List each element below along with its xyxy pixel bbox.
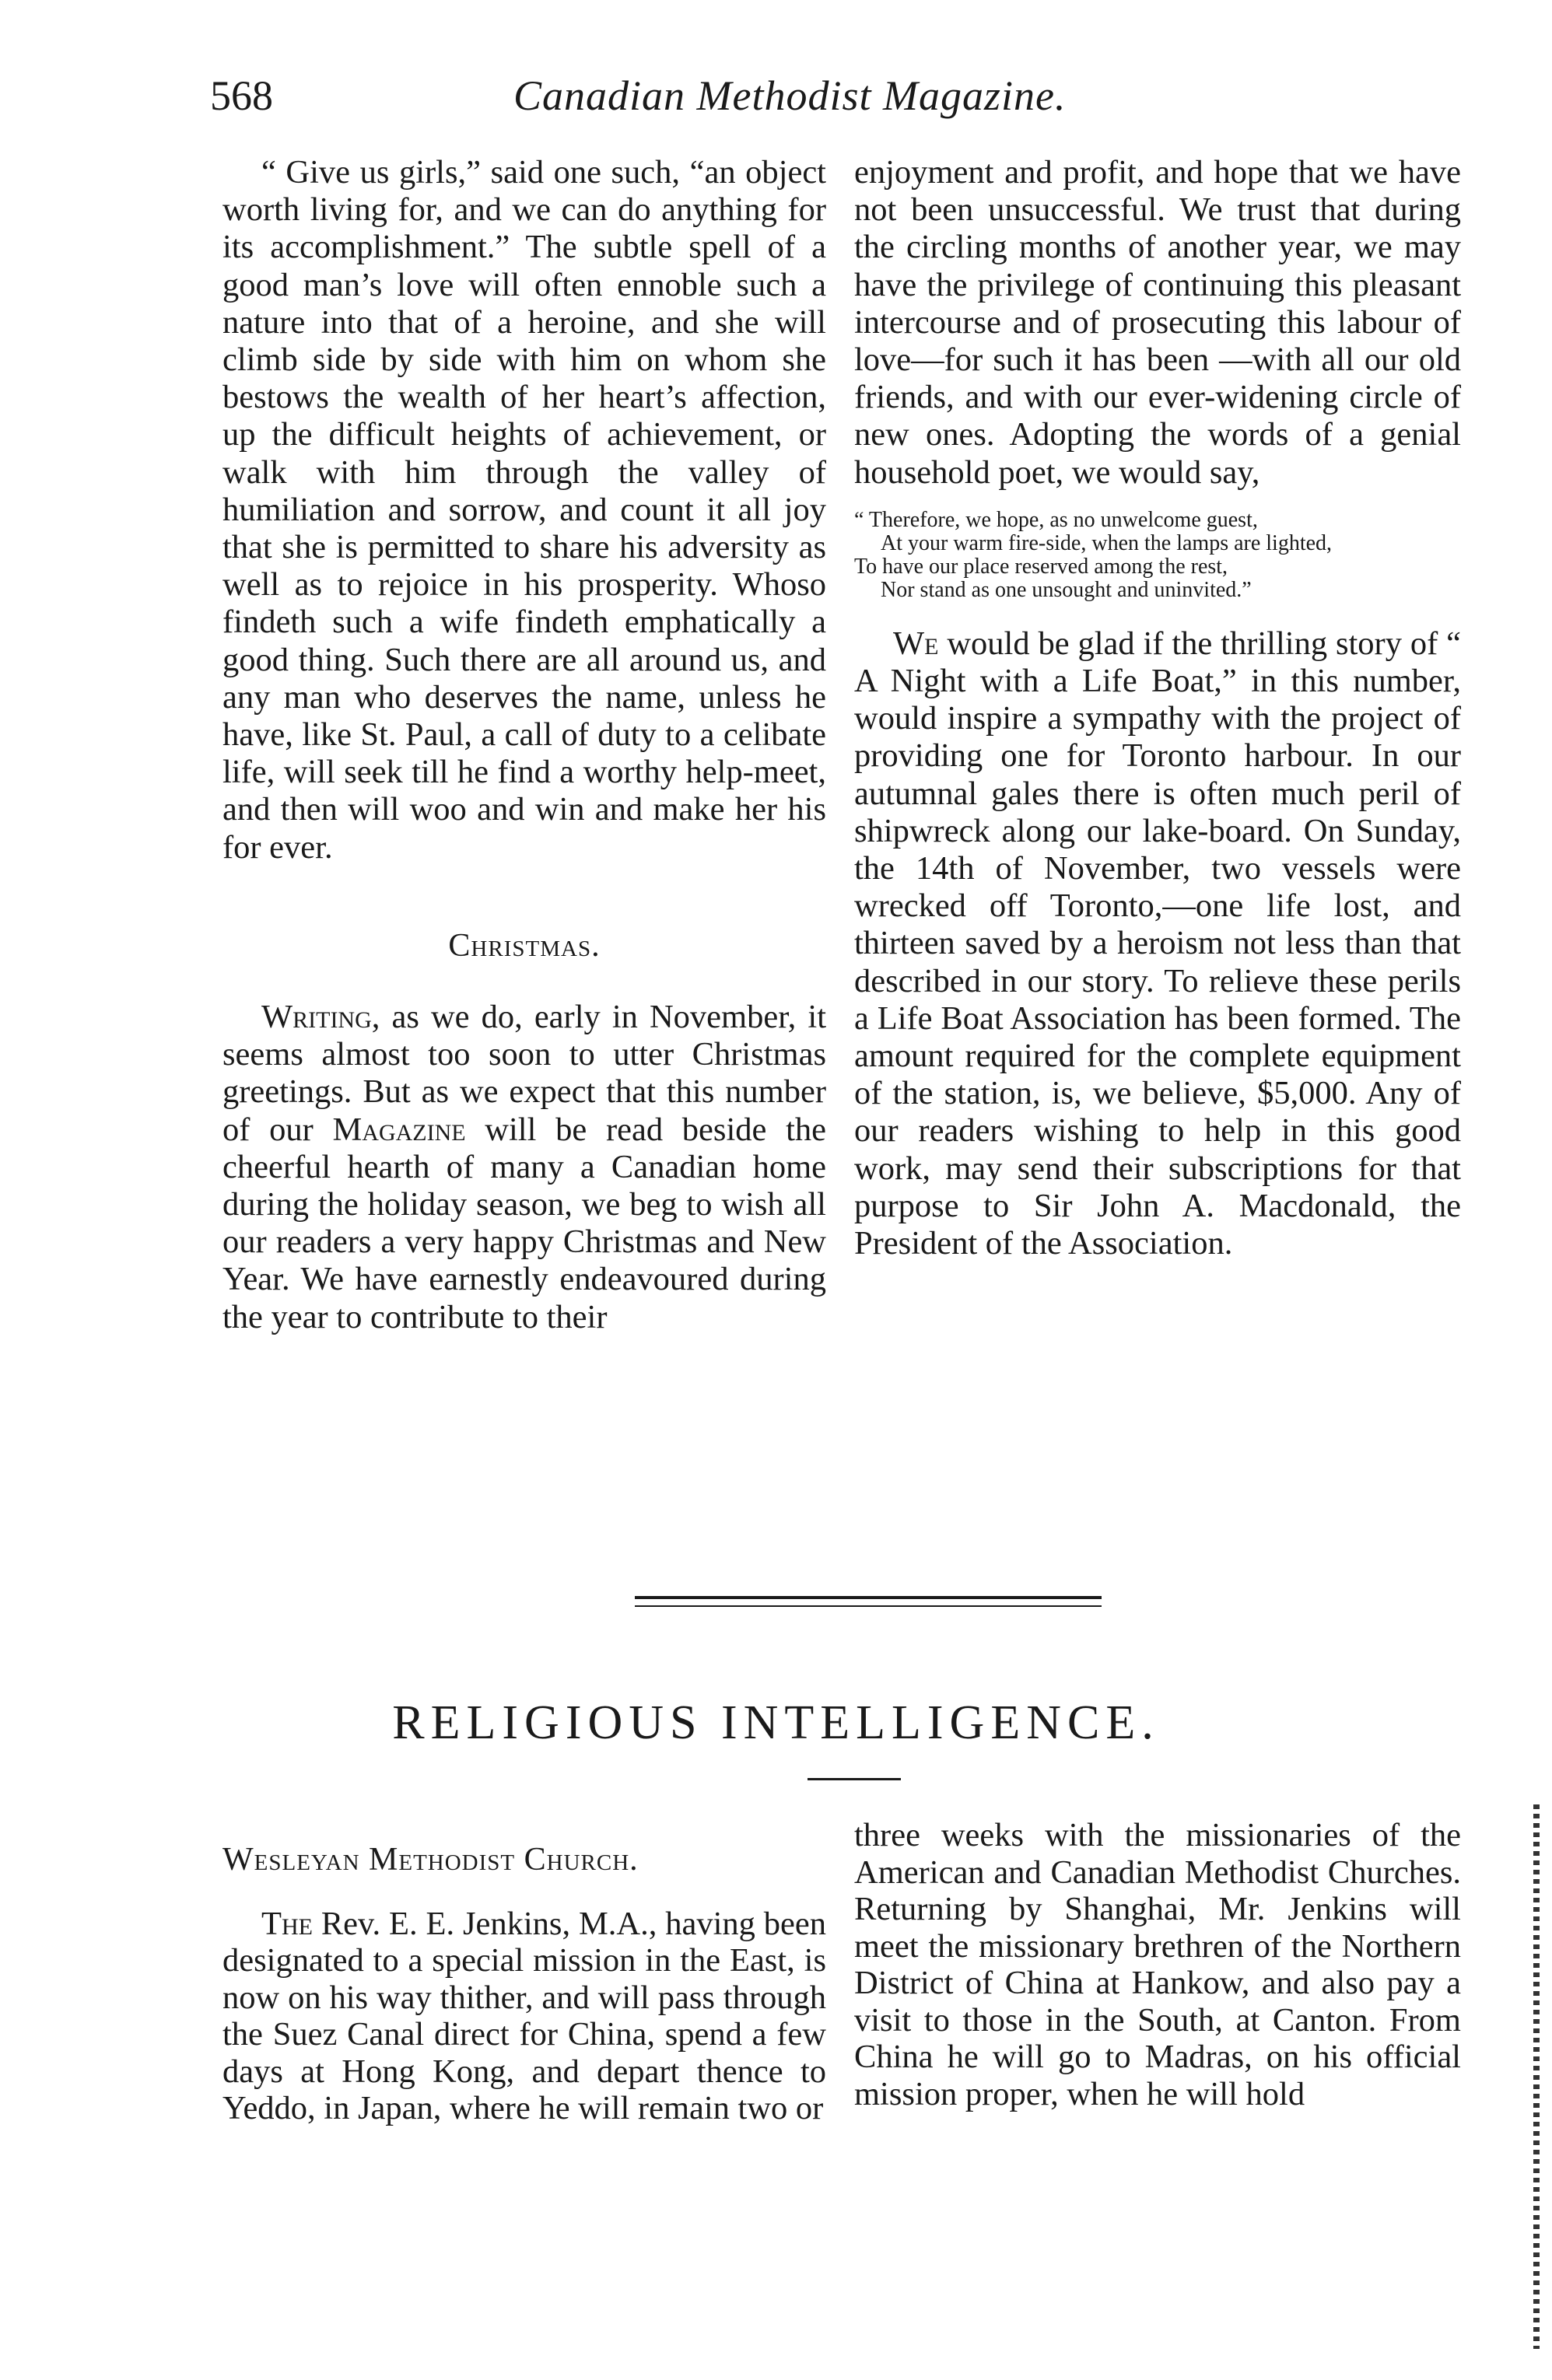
christmas-paragraph <box>222 999 826 1336</box>
missionaries-paragraph: three weeks with the missionaries of the American and Canadian Methodist Churches. Returning by Shanghai, Mr. Jenkins will meet the missionary brethren of the Northern District of China at Hankow, and also pay a visit to those in the South, at Canton. From China he will go to Madras, on his official mission proper, when he will hold <box>854 1817 1461 2112</box>
intelligence-right-column <box>854 1817 1461 2112</box>
christmas-heading: Christmas. <box>448 927 601 964</box>
girls-paragraph: “ Give us girls,” said one such, “an object worth living for, and we can do anything for its accomplishment.” The subtle spell of a good man’s love will often ennoble such a nature into that of a heroine, and she will climb side by side with him on whom she bestows the wealth of her heart’s affection, up the difficult heights of achievement, or walk with him through the valley of humiliation and sorrow, and count it all joy that she is permitted to share his adversity as well as to rejoice in his prosperity. Whoso findeth such a wife findeth emphatically a good thing. Such there are all around us, and any man who deserves the name, unless he have, like St. Paul, a call of duty to a celibate life, will seek till he find a worthy help-meet, and then will woo and win and make her his for ever. <box>222 154 826 866</box>
poem-line-1: “ Therefore, we hope, as no unwelcome guest, <box>854 507 1258 532</box>
right-column <box>854 154 1461 1262</box>
jenkins-text: Rev. E. E. Jenkins, M.A., having been designated to a special mission in the East, is now on his way thither, and will pass through the Suez Canal direct for China, spend a few days at Hong Kong, and depart thence to Yeddo, in Japan, where he will remain two or <box>222 1905 826 2126</box>
running-title: Canadian Methodist Magazine. <box>513 72 1067 119</box>
divider-rule-top <box>635 1596 1102 1599</box>
lifeboat-text: would be glad if the thrilling story of “ A Night with a Life Boat,” in this number, would inspire a sympathy with the project of providing one for Toronto harbour. In our autumnal gales there is often much peril of shipwreck along our lake-board. On Sunday, the 14th of November, two vessels were wrecked off Toronto,—one life lost, and thirteen saved by a heroism not less than that described in our story. To relieve these perils a Life Boat Association has been formed. The amount required for the complete equipment of the station, is, we believe, $5,000. Any of our readers wishing to help in this good work, may send their subscriptions for that purpose to Sir John A. Macdonald, the President of the Association. <box>854 625 1461 1262</box>
jenkins-paragraph <box>222 1906 826 2127</box>
left-column <box>222 154 826 1336</box>
christmas-lead-word: Writing, <box>261 999 380 1036</box>
poem-quote <box>854 509 1461 602</box>
poem-line-4: Nor stand as one unsought and uninvited.” <box>881 577 1252 602</box>
lifeboat-paragraph <box>854 625 1461 1262</box>
page-number: 568 <box>210 72 273 119</box>
lifeboat-lead-word: We <box>893 625 939 662</box>
poem-line-2: At your warm fire-side, when the lamps are lighted, <box>881 530 1333 555</box>
jenkins-lead-word: The <box>261 1905 313 1942</box>
religious-intelligence-title: RELIGIOUS INTELLIGENCE. <box>392 1696 1160 1749</box>
wesleyan-heading: Wesleyan Methodist Church. <box>222 1842 639 1878</box>
christmas-text-2: will be read beside the cheerful hearth of many a Canadian home during the holiday season, we beg to wish all our readers a very happy Christmas and New Year. We have earnestly endeavoured during the year to contribute to their <box>222 1111 826 1335</box>
enjoyment-paragraph: enjoyment and profit, and hope that we have not been unsuccessful. We trust that during the circling months of another year, we may have the privilege of continuing this pleasant intercourse and of prosecuting this labour of love—for such it has been —with all our old friends, and with our ever-widening circle of new ones. Adopting the words of a genial household poet, we would say, <box>854 154 1461 491</box>
section-divider <box>635 1596 1102 1613</box>
poem-line-3: To have our place reserved among the rest, <box>854 554 1228 579</box>
christmas-text-1: as we do, early in November, it seems almost too soon to utter Christmas greetings. But as we expect that this number of our <box>222 999 826 1148</box>
page-header <box>210 72 1447 134</box>
page-edge-mark <box>1533 1804 1540 2349</box>
divider-rule-bottom <box>635 1605 1102 1607</box>
title-underline <box>808 1778 901 1780</box>
intelligence-left-column <box>222 1826 826 2127</box>
magazine-word: Magazine <box>332 1111 466 1148</box>
